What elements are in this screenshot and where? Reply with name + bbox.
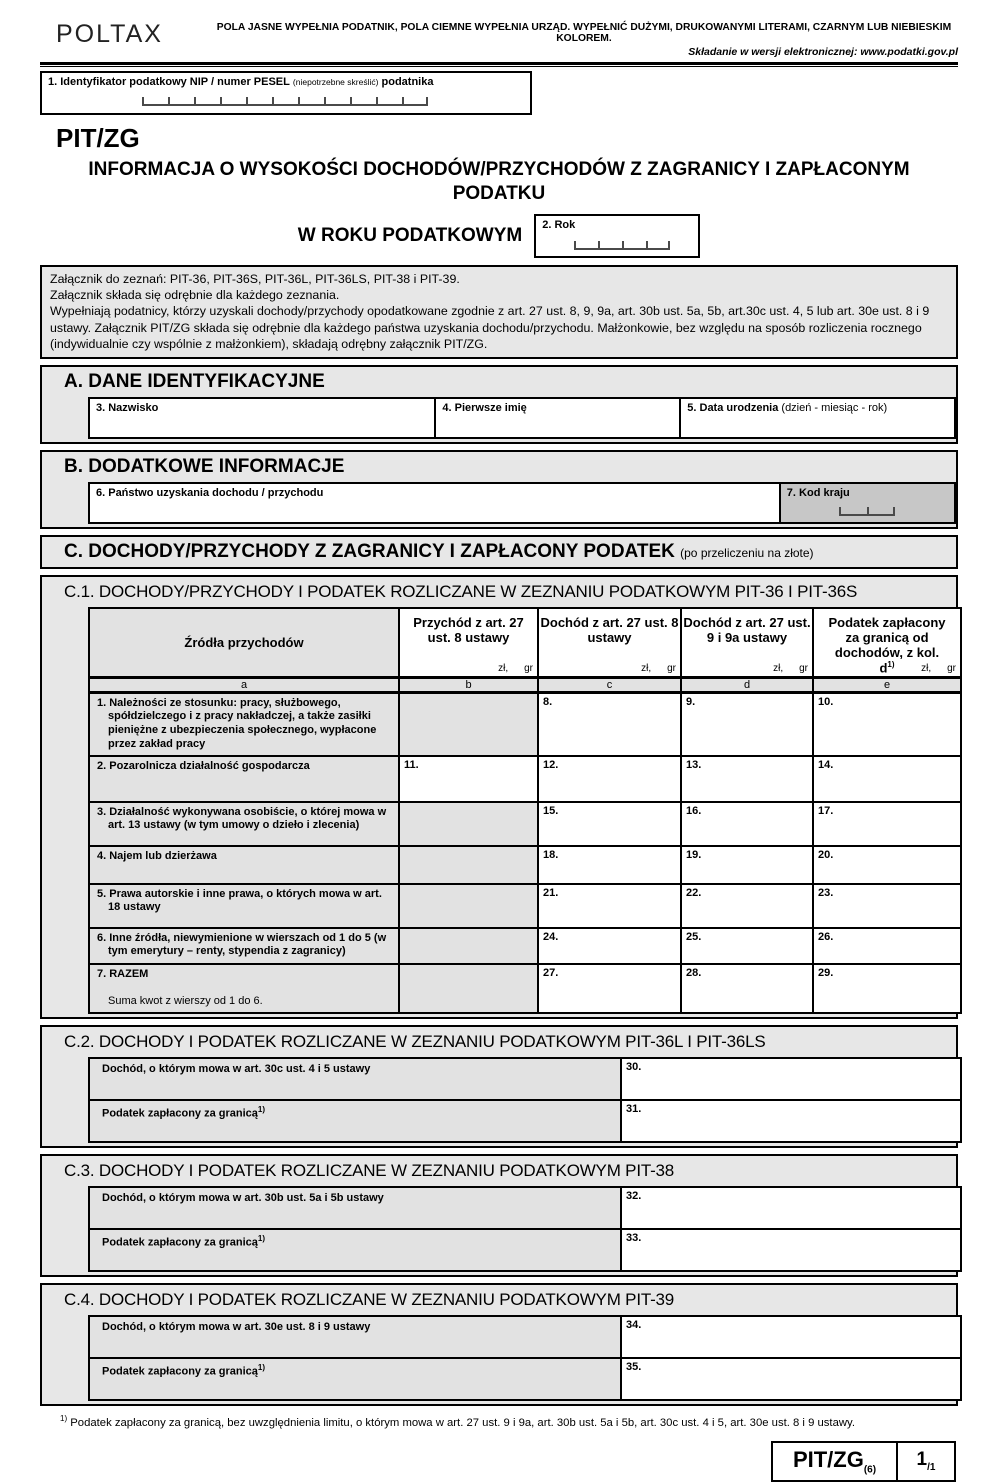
unit-gr: gr [524,662,533,674]
c1-cell-10[interactable]: 10. [813,692,961,756]
section-c2 [40,1025,958,1148]
footnote [40,1414,958,1429]
footer-form-code-text: PIT/ZG [792,1446,864,1472]
unit-gr: gr [947,662,956,674]
c1-row-6-label: 6. Inne źródła, niewymienione w wierszach od 1 do 5 (w tym emerytury – renty, stypendia z zagranicy) [89,928,399,964]
c1-row-1 [89,692,961,756]
c1-total-label-text: 7. RAZEM [97,967,149,980]
section-c1-title: C.1. DOCHODY/PRZYCHODY I PODATEK ROZLICZANE W ZEZNANIU PODATKOWYM PIT-36 I PIT-36S [64,582,858,602]
section-c4-title: C.4. DOCHODY I PODATEK ROZLICZANE W ZEZNANIU PODATKOWYM PIT-39 [64,1290,675,1310]
c3-cell-32[interactable]: 32. [621,1187,961,1229]
c1-total-sublabel: Suma kwot z wierszy od 1 do 6. [108,995,263,1008]
c1-cell-24[interactable]: 24. [538,928,681,964]
section-c2-title: C.2. DOCHODY I PODATEK ROZLICZANE W ZEZNANIU PODATKOWYM PIT-36L I PIT-36LS [64,1032,766,1052]
c1-letter-row [89,677,961,692]
c1-cell-21[interactable]: 21. [538,884,681,928]
footer-form-code [773,1443,898,1480]
birth-date-field[interactable] [679,397,956,439]
col-letter-e: e [813,677,961,692]
c1-row-total-label [89,964,399,1014]
c2-row-2-label [89,1100,621,1142]
c3-cell-33[interactable]: 33. [621,1229,961,1271]
c1-unit-e [921,663,956,674]
c1-col-header-sources: Źródła przychodów [89,608,399,677]
header-instructions [210,20,958,58]
c1-cell-20[interactable]: 20. [813,846,961,884]
tax-year-row [40,214,958,258]
c1-row-2-label: 2. Pozarolnicza działalność gospodarcza [89,756,399,802]
c1-col-header-b [399,608,538,677]
c3-row-1-label: Dochód, o którym mowa w art. 30b ust. 5a i 5b ustawy [89,1187,621,1229]
c3-row-1 [89,1187,961,1229]
c1-cell-5b-disabled [399,884,538,928]
c1-col-header-d [681,608,813,677]
c3-table [88,1186,962,1272]
c1-cell-3b-disabled [399,802,538,846]
c1-col-header-c-text: Dochód z art. 27 ust. 8 ustawy [540,615,679,646]
c1-unit-c [641,663,676,674]
c1-cell-19[interactable]: 19. [681,846,813,884]
col-letter-d: d [681,677,813,692]
c1-cell-1b-disabled [399,692,538,756]
c1-row-5-label: 5. Prawa autorskie i inne prawa, o których mowa w art. 18 ustawy [89,884,399,928]
footnote-text: Podatek zapłacony za granicą, bez uwzględnienia limitu, o którym mowa w art. 27 ust. 9 i 9a, art. 30b ust. 5a i 5b, art. 30c ust. 4 i 5, art. 30e ust. 8 i 9 ustawy. [70,1416,855,1429]
c1-row-3-label: 3. Działalność wykonywana osobiście, o której mowa w art. 13 ustawy (w tym umowy o dzieło i zlecenia) [89,802,399,846]
c2-row-2-label-text: Podatek zapłacony za granicą [102,1107,258,1120]
c1-row-4 [89,846,961,884]
c1-cell-18[interactable]: 18. [538,846,681,884]
country-code-label: 7. Kod kraju [786,487,850,500]
c1-row-6 [89,928,961,964]
c4-row-2-label [89,1358,621,1400]
c1-cell-25[interactable]: 25. [681,928,813,964]
taxpayer-id-label [42,73,530,88]
c1-unit-b [498,663,533,674]
c1-unit-d [773,663,808,674]
col-letter-b: b [399,677,538,692]
footnote-mark: 1) [257,1363,266,1373]
taxpayer-id-label-main: 1. Identyfikator podatkowy NIP / numer PESEL [48,76,290,88]
c1-cell-14[interactable]: 14. [813,756,961,802]
c4-row-1-label: Dochód, o którym mowa w art. 30e ust. 8 i 9 ustawy [89,1316,621,1358]
c2-row-1 [89,1058,961,1100]
unit-gr: gr [667,662,676,674]
efiling-note: Składanie w wersji elektronicznej: www.podatki.gov.pl [688,46,958,58]
c1-row-4-label: 4. Najem lub dzierżawa [89,846,399,884]
unit-zl: zł, [641,662,652,674]
c1-row-total [89,964,961,1014]
taxpayer-id-comb-input[interactable] [142,97,428,106]
section-b [40,450,958,529]
footnote-mark: 1) [60,1414,68,1424]
c1-cell-28[interactable]: 28. [681,964,813,1014]
c1-income-table [88,607,962,1014]
c1-col-header-c [538,608,681,677]
unit-gr: gr [799,662,808,674]
c1-col-header-e-text: Podatek zapłacony za granicą od dochodów, z kol. d [828,615,946,676]
c2-table [88,1057,962,1143]
form-code-title: PIT/ZG [56,123,140,153]
c2-row-2 [89,1100,961,1142]
form-header [40,20,958,58]
first-name-label: 4. Pierwsze imię [442,402,527,415]
section-c-title-text: C. DOCHODY/PRZYCHODY Z ZAGRANICY I ZAPŁACONY PODATEK [64,541,675,563]
form-main-title: INFORMACJA O WYSOKOŚCI DOCHODÓW/PRZYCHODÓW Z ZAGRANICY I ZAPŁACONYM PODATKU [88,159,910,204]
c2-row-1-label: Dochód, o którym mowa w art. 30c ust. 4 i 5 ustawy [89,1058,621,1100]
section-c3 [40,1154,958,1277]
first-name-field[interactable] [434,397,679,439]
taxpayer-id-label-note: (niepotrzebne skreślić) [292,77,379,87]
c3-row-2-label [89,1229,621,1271]
tax-year-label: 2. Rok [542,218,576,231]
c4-row-1 [89,1316,961,1358]
col-letter-a: a [89,677,399,692]
c1-cell-16[interactable]: 16. [681,802,813,846]
section-c [40,535,958,569]
c1-col-header-b-text: Przychód z art. 27 ust. 8 ustawy [413,615,524,646]
footnote-mark: 1) [257,1105,266,1115]
unit-zl: zł, [921,662,932,674]
surname-field[interactable] [88,397,434,439]
c1-row-2 [89,756,961,802]
country-code-field[interactable] [779,482,956,524]
c1-row-5 [89,884,961,928]
c1-col-header-e [813,608,961,677]
header-divider [40,62,958,67]
c1-cell-15[interactable]: 15. [538,802,681,846]
col-letter-c: c [538,677,681,692]
section-c1 [40,575,958,1019]
c1-col-header-d-text: Dochód z art. 27 ust. 9 i 9a ustawy [683,615,811,646]
footnote-mark: 1) [257,1234,266,1244]
c1-cell-7b-disabled [399,964,538,1014]
section-c-title [42,537,956,567]
section-c3-title: C.3. DOCHODY I PODATEK ROZLICZANE W ZEZNANIU PODATKOWYM PIT-38 [64,1161,675,1181]
surname-label: 3. Nazwisko [96,402,159,415]
note-line-2: Załącznik składa się odrębnie dla każdego zeznania. [50,287,340,302]
c1-row-3 [89,802,961,846]
c1-cell-6b-disabled [399,928,538,964]
c1-cell-27[interactable]: 27. [538,964,681,1014]
footer-page-number [898,1443,954,1480]
footer [40,1441,958,1482]
section-a-title: A. DANE IDENTYFIKACYJNE [64,371,325,393]
unit-zl: zł, [498,662,509,674]
country-code-comb-input[interactable] [839,507,895,516]
c1-row-1-label: 1. Należności ze stosunku: pracy, służbowego, spółdzielczego i z pracy nakładczej, a także zasiłki pieniężne z ubezpieczenia społecznego, wypłacone przez zakład pracy [89,692,399,756]
c4-row-2-label-text: Podatek zapłacony za granicą [102,1365,258,1378]
c4-cell-35[interactable]: 35. [621,1358,961,1400]
c1-cell-26[interactable]: 26. [813,928,961,964]
section-c-title-note: (po przeliczeniu na złote) [680,546,814,561]
tax-year-comb-input[interactable] [574,241,670,250]
c4-cell-34[interactable]: 34. [621,1316,961,1358]
taxpayer-id-label-suffix: podatnika [381,76,434,88]
c1-cell-23[interactable]: 23. [813,884,961,928]
c3-row-2 [89,1229,961,1271]
c1-cell-29[interactable]: 29. [813,964,961,1014]
footer-page-current: 1 [916,1448,928,1470]
section-c4 [40,1283,958,1406]
section-b-title: B. DODATKOWE INFORMACJE [64,456,345,478]
poltax-logo: POLTAX [56,20,163,48]
unit-zl: zł, [773,662,784,674]
c1-cell-17[interactable]: 17. [813,802,961,846]
tax-year-prefix: W ROKU PODATKOWYM [297,224,523,246]
footer-page-total: /1 [927,1461,936,1473]
c1-cell-11[interactable]: 11. [399,756,538,802]
note-line-3: Wypełniają podatnicy, którzy uzyskali dochody/przychody opodatkowane zgodnie z art. 27 ust. 8, 9, 9a, art. 30b ust. 5a, 5b, art.30c ust. 4, 5 lub art. 30e ust. 8 i 9 ustawy. Załącznik PIT/ZG składa się odrębnie dla każdego państwa uzyskania dochodu/przychodu. Małżonkowie, bez względu na sposób rozliczenia rocznego (indywidualnie czy wspólnie z małżonkiem), składają odrębny załącznik PIT/ZG. [50,304,930,351]
c4-table [88,1315,962,1401]
footer-box [771,1441,956,1482]
c1-cell-13[interactable]: 13. [681,756,813,802]
c1-cell-22[interactable]: 22. [681,884,813,928]
birth-date-label: 5. Data urodzenia [687,402,779,415]
c1-cell-9[interactable]: 9. [681,692,813,756]
c2-cell-30[interactable]: 30. [621,1058,961,1100]
c4-row-2 [89,1358,961,1400]
c1-cell-8[interactable]: 8. [538,692,681,756]
birth-date-format-note: (dzień - miesiąc - rok) [781,402,888,415]
form-notes [40,265,958,360]
c1-cell-4b-disabled [399,846,538,884]
taxpayer-id-field[interactable] [40,71,532,115]
c2-cell-31[interactable]: 31. [621,1100,961,1142]
income-country-field[interactable] [88,482,779,524]
footer-form-version: (6) [863,1464,877,1476]
footnote-mark: 1) [887,660,895,670]
section-a [40,365,958,444]
income-country-label: 6. Państwo uzyskania dochodu / przychodu [96,487,324,500]
tax-year-field[interactable] [534,214,700,258]
c3-row-2-label-text: Podatek zapłacony za granicą [102,1236,258,1249]
note-line-1: Załącznik do zeznań: PIT-36, PIT-36S, PIT-36L, PIT-36LS, PIT-38 i PIT-39. [50,271,460,286]
fill-instruction-text: POLA JASNE WYPEŁNIA PODATNIK, POLA CIEMNE WYPEŁNIA URZĄD. WYPEŁNIĆ DUŻYMI, DRUKOWANYMI LITERAMI, CZARNYM LUB NIEBIESKIM KOLOREM. [216,22,952,44]
c1-cell-12[interactable]: 12. [538,756,681,802]
